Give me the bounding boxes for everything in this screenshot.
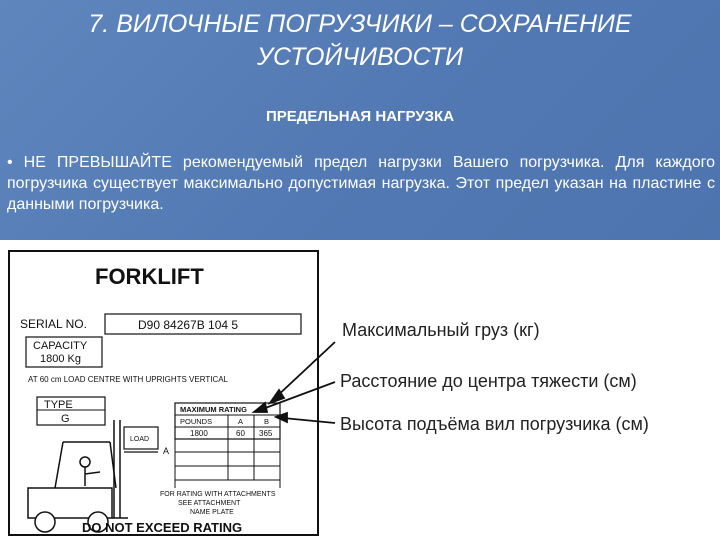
- callout-center-distance: Расстояние до центра тяжести (см): [340, 371, 637, 391]
- rating-header: MAXIMUM RATING: [180, 405, 247, 414]
- load-label: LOAD: [130, 436, 150, 443]
- warning-text: DO NOT EXCEED RATING: [82, 520, 243, 535]
- capacity-label: CAPACITY: [33, 340, 88, 352]
- body-paragraph: • НЕ ПРЕВЫШАЙТЕ рекомендуемый предел нагрузки Вашего погрузчика. Для каждого погрузчика существует максимально допустимая нагрузка. Этот предел указан на пластине с данными погрузчика.: [7, 154, 715, 213]
- attachments-note-2: SEE ATTACHMENT: [178, 500, 241, 507]
- rating-value-pounds: 1800: [190, 429, 208, 438]
- attachments-note-3: NAME PLATE: [190, 509, 234, 516]
- data-plate-figure: [0, 240, 720, 540]
- attachments-note-1: FOR RATING WITH ATTACHMENTS: [160, 491, 276, 498]
- callout-arrows: [254, 342, 335, 423]
- serial-value: D90 84267B 104 5: [138, 318, 239, 332]
- load-centre-note: AT 60 cm LOAD CENTRE WITH UPRIGHTS VERTICAL: [28, 375, 229, 384]
- type-label: TYPE: [44, 399, 73, 411]
- type-value: G: [61, 413, 70, 425]
- rating-col-pounds: POUNDS: [180, 417, 213, 426]
- rating-col-a: A: [238, 417, 244, 426]
- capacity-value: 1800 Kg: [40, 353, 81, 365]
- rating-col-b: B: [264, 417, 270, 426]
- callout-lift-height: Высота подъёма вил погрузчика (см): [340, 414, 649, 434]
- forklift-illustration: [28, 420, 128, 532]
- plate-heading: FORKLIFT: [95, 264, 204, 289]
- rating-value-a: 60: [236, 429, 245, 438]
- dimension-a-marker: A: [163, 446, 170, 456]
- slide-subtitle: ПРЕДЕЛЬНАЯ НАГРУЗКА: [265, 108, 455, 125]
- serial-label: SERIAL NO.: [20, 317, 87, 331]
- slide-title-line-2: УСТОЙЧИВОСТИ: [257, 43, 463, 71]
- rating-value-b: 365: [259, 429, 273, 438]
- callout-max-load: Максимальный груз (кг): [342, 320, 540, 340]
- slide-title: [20, 8, 700, 74]
- slide-title-line-1: 7. ВИЛОЧНЫЕ ПОГРУЗЧИКИ – СОХРАНЕНИЕ: [88, 10, 632, 38]
